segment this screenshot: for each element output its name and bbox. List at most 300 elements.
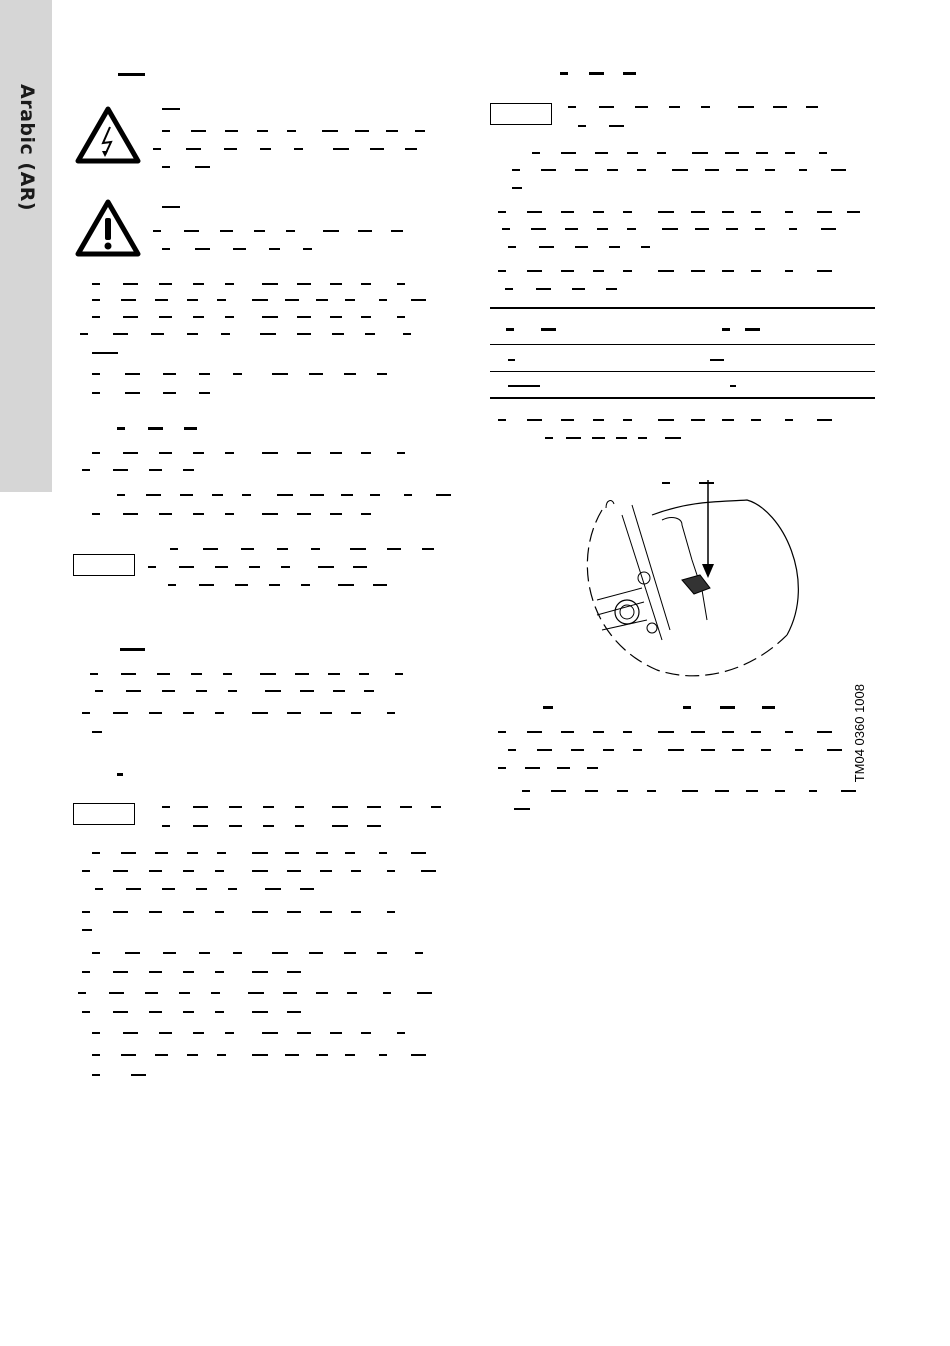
redacted-text-mark	[785, 211, 793, 213]
redacted-text-mark	[186, 148, 201, 150]
redacted-text-mark	[351, 712, 361, 714]
redacted-text-mark	[400, 806, 412, 808]
redacted-text-mark	[203, 548, 218, 550]
redacted-text-mark	[541, 328, 556, 331]
redacted-text-mark	[215, 971, 224, 973]
redacted-text-mark	[411, 852, 426, 854]
redacted-text-mark	[163, 373, 176, 375]
redacted-text-mark	[212, 494, 223, 496]
redacted-text-mark	[120, 648, 145, 651]
redacted-text-mark	[265, 690, 281, 692]
redacted-text-mark	[710, 359, 724, 361]
redacted-text-mark	[819, 152, 827, 154]
redacted-text-mark	[225, 283, 234, 285]
redacted-text-mark	[184, 230, 199, 232]
redacted-text-mark	[785, 731, 793, 733]
redacted-text-mark	[249, 566, 260, 568]
redacted-text-mark	[623, 270, 632, 272]
redacted-text-mark	[765, 169, 775, 171]
redacted-text-mark	[623, 419, 632, 421]
redacted-text-mark	[391, 230, 403, 232]
redacted-text-mark	[199, 392, 210, 394]
redacted-text-mark	[162, 888, 175, 890]
redacted-text-mark	[82, 911, 90, 913]
redacted-text-mark	[159, 316, 172, 318]
redacted-text-mark	[180, 494, 193, 496]
redacted-text-mark	[637, 169, 646, 171]
language-label: Arabic (AR)	[16, 84, 38, 212]
redacted-text-mark	[373, 584, 387, 586]
redacted-text-mark	[153, 230, 161, 232]
redacted-text-mark	[295, 673, 309, 675]
redacted-text-mark	[155, 1054, 168, 1056]
redacted-text-mark	[658, 211, 674, 213]
redacted-text-mark	[125, 952, 140, 954]
redacted-text-mark	[153, 148, 161, 150]
redacted-text-mark	[328, 673, 340, 675]
redacted-text-mark	[260, 148, 271, 150]
redacted-text-mark	[355, 130, 369, 132]
redacted-text-mark	[657, 152, 666, 154]
redacted-text-mark	[361, 513, 371, 515]
redacted-text-mark	[387, 870, 395, 872]
redacted-text-mark	[498, 767, 506, 769]
redacted-text-mark	[351, 870, 361, 872]
redacted-text-mark	[691, 211, 705, 213]
redacted-text-mark	[338, 584, 354, 586]
redacted-text-mark	[789, 228, 797, 230]
redacted-text-mark	[377, 373, 387, 375]
redacted-text-mark	[358, 230, 372, 232]
redacted-text-mark	[498, 270, 506, 272]
redacted-text-mark	[187, 299, 198, 301]
redacted-text-mark	[82, 870, 90, 872]
redacted-text-mark	[287, 870, 301, 872]
redacted-text-mark	[722, 270, 734, 272]
redacted-text-mark	[235, 584, 248, 586]
redacted-text-mark	[512, 187, 522, 189]
redacted-text-mark	[720, 706, 735, 709]
redacted-text-mark	[527, 419, 542, 421]
redacted-text-mark	[658, 270, 674, 272]
redacted-text-mark	[149, 469, 162, 471]
redacted-text-mark	[162, 108, 180, 110]
redacted-text-mark	[379, 299, 387, 301]
redacted-text-mark	[215, 870, 224, 872]
redacted-text-mark	[502, 228, 510, 230]
redacted-text-mark	[159, 283, 172, 285]
redacted-text-mark	[498, 731, 506, 733]
note-box	[73, 803, 135, 825]
redacted-text-mark	[82, 712, 90, 714]
redacted-text-mark	[522, 790, 530, 792]
redacted-text-mark	[113, 870, 128, 872]
redacted-text-mark	[543, 706, 553, 709]
redacted-text-mark	[761, 749, 771, 751]
redacted-text-mark	[297, 316, 311, 318]
redacted-text-mark	[332, 333, 344, 335]
redacted-text-mark	[411, 299, 426, 301]
redacted-text-mark	[224, 148, 237, 150]
redacted-text-mark	[756, 152, 768, 154]
redacted-text-mark	[145, 992, 158, 994]
redacted-text-mark	[421, 870, 436, 872]
redacted-text-mark	[92, 392, 100, 394]
redacted-text-mark	[627, 228, 636, 230]
redacted-text-mark	[155, 299, 168, 301]
redacted-text-mark	[672, 169, 688, 171]
redacted-text-mark	[367, 825, 381, 827]
redacted-text-mark	[817, 211, 832, 213]
redacted-text-mark	[730, 385, 736, 387]
redacted-text-mark	[514, 808, 530, 810]
redacted-text-mark	[92, 452, 100, 454]
redacted-text-mark	[80, 333, 88, 335]
redacted-text-mark	[561, 419, 574, 421]
redacted-text-mark	[722, 211, 734, 213]
redacted-text-mark	[252, 1054, 268, 1056]
redacted-text-mark	[316, 852, 328, 854]
redacted-text-mark	[561, 731, 574, 733]
redacted-text-mark	[616, 437, 627, 439]
redacted-text-mark	[799, 169, 807, 171]
redacted-text-mark	[92, 316, 100, 318]
redacted-text-mark	[252, 911, 268, 913]
redacted-text-mark	[90, 673, 98, 675]
redacted-text-mark	[557, 767, 570, 769]
redacted-text-mark	[683, 706, 691, 709]
redacted-text-mark	[595, 152, 608, 154]
redacted-text-mark	[217, 1054, 226, 1056]
table-rule	[490, 307, 875, 309]
redacted-text-mark	[732, 749, 744, 751]
redacted-text-mark	[162, 690, 175, 692]
redacted-text-mark	[149, 911, 162, 913]
redacted-text-mark	[641, 246, 650, 248]
redacted-text-mark	[417, 992, 432, 994]
redacted-text-mark	[751, 211, 761, 213]
redacted-text-mark	[551, 790, 566, 792]
redacted-text-mark	[785, 270, 793, 272]
redacted-text-mark	[82, 971, 90, 973]
redacted-text-mark	[323, 230, 339, 232]
redacted-text-mark	[121, 299, 136, 301]
redacted-text-mark	[285, 1054, 299, 1056]
note-box	[490, 103, 552, 125]
redacted-text-mark	[379, 1054, 387, 1056]
redacted-text-mark	[527, 270, 542, 272]
redacted-text-mark	[405, 148, 417, 150]
redacted-text-mark	[691, 731, 705, 733]
redacted-text-mark	[187, 1054, 198, 1056]
redacted-text-mark	[669, 106, 680, 108]
redacted-text-mark	[262, 316, 278, 318]
redacted-text-mark	[560, 72, 568, 75]
redacted-text-mark	[566, 437, 581, 439]
redacted-text-mark	[351, 911, 361, 913]
redacted-text-mark	[183, 911, 194, 913]
redacted-text-mark	[361, 316, 371, 318]
redacted-text-mark	[397, 283, 405, 285]
redacted-text-mark	[508, 359, 515, 361]
redacted-text-mark	[217, 299, 226, 301]
redacted-text-mark	[252, 852, 268, 854]
redacted-text-mark	[300, 888, 314, 890]
redacted-text-mark	[162, 806, 170, 808]
redacted-text-mark	[330, 1032, 342, 1034]
redacted-text-mark	[193, 316, 204, 318]
redacted-text-mark	[617, 790, 628, 792]
redacted-text-mark	[162, 130, 170, 132]
redacted-text-mark	[126, 690, 141, 692]
redacted-text-mark	[561, 152, 576, 154]
redacted-text-mark	[149, 1011, 162, 1013]
redacted-text-mark	[809, 790, 817, 792]
redacted-text-mark	[263, 825, 274, 827]
redacted-text-mark	[193, 825, 208, 827]
redacted-text-mark	[113, 333, 128, 335]
redacted-text-mark	[508, 385, 540, 387]
redacted-text-mark	[527, 731, 542, 733]
redacted-text-mark	[821, 228, 836, 230]
redacted-text-mark	[353, 566, 367, 568]
redacted-text-mark	[316, 1054, 328, 1056]
redacted-text-mark	[125, 373, 140, 375]
redacted-text-mark	[404, 494, 412, 496]
redacted-text-mark	[301, 584, 310, 586]
redacted-text-mark	[95, 888, 103, 890]
redacted-text-mark	[330, 513, 342, 515]
redacted-text-mark	[193, 1032, 204, 1034]
redacted-text-mark	[287, 971, 301, 973]
redacted-text-mark	[242, 494, 251, 496]
redacted-text-mark	[146, 494, 161, 496]
redacted-text-mark	[775, 790, 785, 792]
redacted-text-mark	[662, 482, 670, 484]
redacted-text-mark	[159, 1032, 172, 1034]
redacted-text-mark	[262, 1032, 278, 1034]
terminal-box-cover-illustration	[582, 470, 812, 685]
redacted-text-mark	[345, 1054, 355, 1056]
redacted-text-mark	[285, 299, 299, 301]
redacted-text-mark	[269, 584, 280, 586]
redacted-text-mark	[699, 482, 714, 484]
redacted-text-mark	[162, 825, 170, 827]
table-rule	[490, 397, 875, 399]
redacted-text-mark	[123, 316, 138, 318]
redacted-text-mark	[283, 992, 297, 994]
redacted-text-mark	[196, 888, 207, 890]
redacted-text-mark	[82, 469, 90, 471]
redacted-text-mark	[525, 767, 540, 769]
redacted-text-mark	[262, 452, 278, 454]
redacted-text-mark	[262, 513, 278, 515]
redacted-text-mark	[193, 283, 204, 285]
redacted-text-mark	[257, 130, 268, 132]
redacted-text-mark	[359, 673, 369, 675]
redacted-text-mark	[593, 270, 604, 272]
redacted-text-mark	[123, 283, 138, 285]
redacted-text-mark	[92, 352, 118, 354]
redacted-text-mark	[78, 992, 86, 994]
redacted-text-mark	[92, 373, 100, 375]
redacted-text-mark	[92, 513, 100, 515]
redacted-text-mark	[537, 749, 552, 751]
redacted-text-mark	[187, 852, 198, 854]
redacted-text-mark	[157, 673, 170, 675]
redacted-text-mark	[191, 673, 202, 675]
redacted-text-mark	[229, 806, 242, 808]
redacted-text-mark	[609, 125, 624, 127]
redacted-text-mark	[170, 548, 178, 550]
redacted-text-mark	[344, 952, 356, 954]
redacted-text-mark	[722, 328, 730, 331]
redacted-text-mark	[668, 749, 684, 751]
redacted-text-mark	[149, 971, 162, 973]
redacted-text-mark	[272, 373, 288, 375]
redacted-text-mark	[297, 283, 311, 285]
redacted-text-mark	[364, 690, 374, 692]
redacted-text-mark	[113, 1011, 128, 1013]
redacted-text-mark	[215, 566, 228, 568]
redacted-text-mark	[199, 584, 214, 586]
redacted-text-mark	[92, 952, 100, 954]
redacted-text-mark	[193, 452, 204, 454]
redacted-text-mark	[151, 333, 164, 335]
redacted-text-mark	[184, 427, 197, 430]
redacted-text-mark	[277, 494, 293, 496]
redacted-text-mark	[277, 548, 288, 550]
redacted-text-mark	[113, 469, 128, 471]
redacted-text-mark	[252, 870, 268, 872]
redacted-text-mark	[527, 211, 542, 213]
redacted-text-mark	[123, 452, 138, 454]
redacted-text-mark	[333, 148, 349, 150]
redacted-text-mark	[287, 712, 301, 714]
redacted-text-mark	[397, 452, 405, 454]
redacted-text-mark	[163, 952, 176, 954]
redacted-text-mark	[318, 566, 334, 568]
redacted-text-mark	[701, 749, 715, 751]
redacted-text-mark	[847, 211, 860, 213]
redacted-text-mark	[254, 230, 265, 232]
redacted-text-mark	[126, 888, 141, 890]
redacted-text-mark	[179, 992, 190, 994]
redacted-text-mark	[252, 971, 268, 973]
figure-code: TM04 0360 1008	[852, 684, 867, 783]
redacted-text-mark	[272, 952, 288, 954]
redacted-text-mark	[415, 130, 425, 132]
redacted-text-mark	[215, 712, 224, 714]
redacted-text-mark	[658, 419, 674, 421]
redacted-text-mark	[806, 106, 818, 108]
redacted-text-mark	[512, 169, 520, 171]
redacted-text-mark	[193, 513, 204, 515]
redacted-text-mark	[196, 690, 207, 692]
redacted-text-mark	[95, 690, 103, 692]
redacted-text-mark	[162, 166, 170, 168]
redacted-text-mark	[155, 852, 168, 854]
redacted-text-mark	[746, 790, 758, 792]
redacted-text-mark	[183, 1011, 194, 1013]
redacted-text-mark	[225, 130, 238, 132]
redacted-text-mark	[217, 852, 226, 854]
redacted-text-mark	[658, 731, 674, 733]
redacted-text-mark	[568, 106, 576, 108]
redacted-text-mark	[330, 283, 342, 285]
redacted-text-mark	[82, 929, 92, 931]
redacted-text-mark	[545, 437, 553, 439]
redacted-text-mark	[695, 228, 709, 230]
general-warning-icon	[74, 198, 142, 258]
redacted-text-mark	[397, 316, 405, 318]
redacted-text-mark	[92, 1074, 100, 1076]
redacted-text-mark	[159, 513, 172, 515]
redacted-text-mark	[179, 566, 194, 568]
redacted-text-mark	[125, 392, 140, 394]
redacted-text-mark	[330, 316, 342, 318]
redacted-text-mark	[345, 852, 355, 854]
redacted-text-mark	[403, 333, 411, 335]
redacted-text-mark	[635, 106, 648, 108]
redacted-text-mark	[310, 494, 324, 496]
redacted-text-mark	[623, 731, 632, 733]
redacted-text-mark	[183, 870, 194, 872]
redacted-text-mark	[297, 452, 311, 454]
note-box	[73, 554, 135, 576]
redacted-text-mark	[817, 270, 832, 272]
redacted-text-mark	[705, 169, 719, 171]
redacted-text-mark	[578, 125, 586, 127]
redacted-text-mark	[92, 1032, 100, 1034]
redacted-text-mark	[168, 584, 176, 586]
redacted-text-mark	[332, 825, 348, 827]
redacted-text-mark	[350, 548, 366, 550]
redacted-text-mark	[572, 288, 585, 290]
redacted-text-mark	[498, 419, 506, 421]
redacted-text-mark	[332, 806, 348, 808]
redacted-text-mark	[265, 888, 281, 890]
redacted-text-mark	[795, 749, 803, 751]
table-rule	[490, 344, 875, 345]
redacted-text-mark	[195, 166, 210, 168]
redacted-text-mark	[817, 731, 832, 733]
redacted-text-mark	[309, 373, 323, 375]
redacted-text-mark	[599, 106, 614, 108]
redacted-text-mark	[287, 911, 301, 913]
redacted-text-mark	[121, 1054, 136, 1056]
redacted-text-mark	[755, 228, 765, 230]
redacted-text-mark	[422, 548, 434, 550]
redacted-text-mark	[92, 299, 100, 301]
redacted-text-mark	[316, 992, 328, 994]
redacted-text-mark	[163, 392, 176, 394]
redacted-text-mark	[113, 911, 128, 913]
redacted-text-mark	[295, 825, 304, 827]
redacted-text-mark	[123, 513, 138, 515]
redacted-text-mark	[738, 106, 754, 108]
redacted-text-mark	[316, 299, 328, 301]
redacted-text-mark	[627, 152, 638, 154]
redacted-text-mark	[229, 825, 242, 827]
redacted-text-mark	[589, 72, 604, 75]
redacted-text-mark	[395, 673, 403, 675]
redacted-text-mark	[593, 419, 604, 421]
redacted-text-mark	[383, 992, 391, 994]
redacted-text-mark	[92, 1054, 100, 1056]
redacted-text-mark	[745, 328, 760, 331]
redacted-text-mark	[199, 373, 210, 375]
